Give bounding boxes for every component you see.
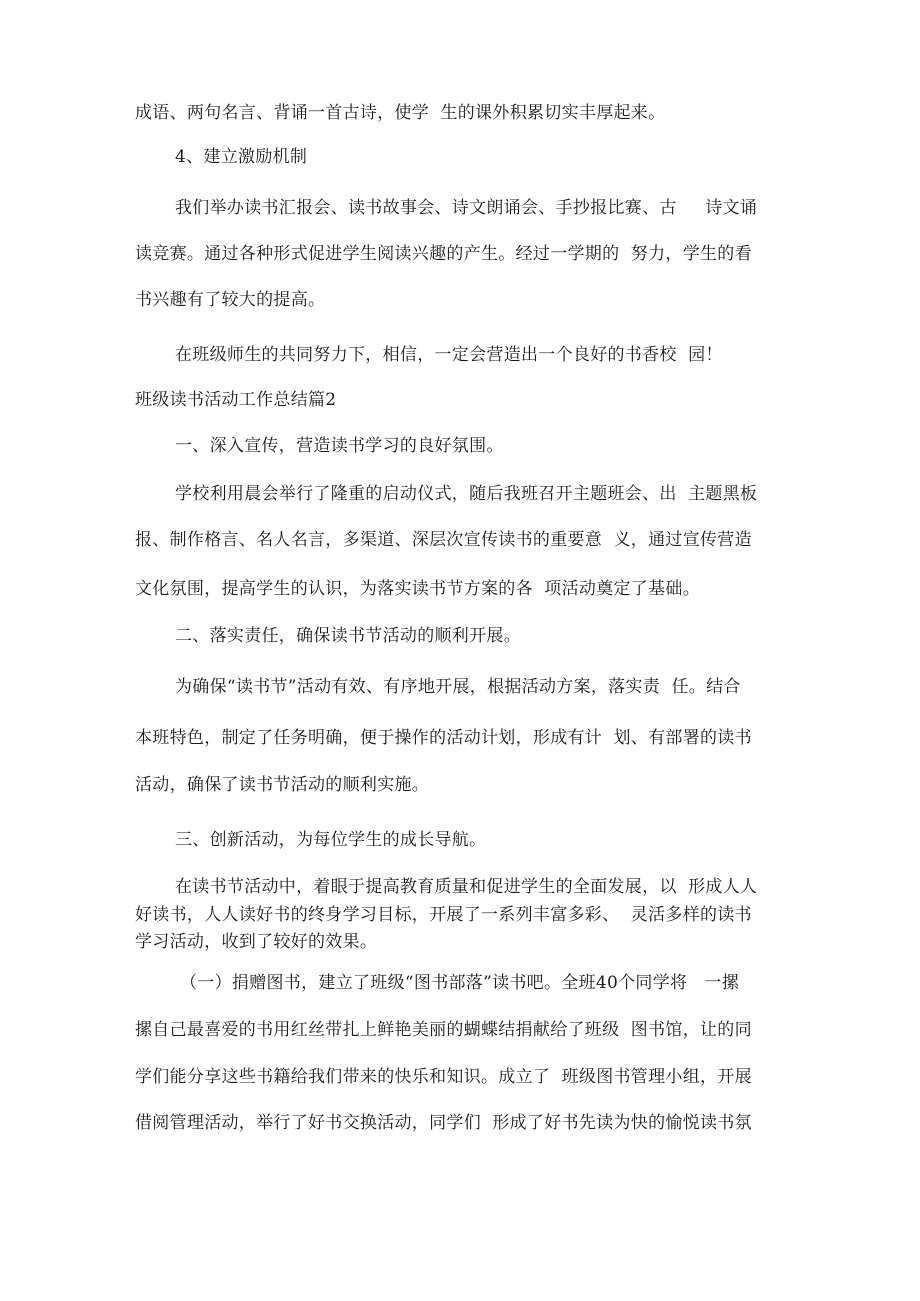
paragraph-line: 成语、两句名言、背诵一首古诗，使学 生的课外积累切实丰厚起来。: [135, 103, 666, 123]
subsection-heading-1: （一）捐赠图书，建立了班级“图书部落”读书吧。全班40个同学将 一摞: [180, 973, 740, 993]
paragraph-line: 好读书，人人读好书的终身学习目标，开展了一系列丰富多彩、 灵活多样的读书: [135, 905, 752, 925]
paragraph-line: 书兴趣有了较大的提高。: [135, 290, 326, 310]
paragraph-line: 本班特色，制定了任务明确，便于操作的活动计划，形成有计 划、有部署的读书: [135, 728, 752, 748]
paragraph-line: 学习活动，收到了较好的效果。: [135, 932, 378, 952]
document-title: 班级读书活动工作总结篇2: [135, 390, 337, 410]
section-heading-4: 4、建立激励机制: [175, 147, 308, 167]
paragraph-line: 在班级师生的共同努力下，相信，一定会营造出一个良好的书香校 园！: [175, 345, 723, 365]
paragraph-line: 摞自己最喜爱的书用红丝带扎上鲜艳美丽的蝴蝶结捐献给了班级 图书馆，让的同: [135, 1020, 752, 1040]
paragraph-line: 学们能分享这些书籍给我们带来的快乐和知识。成立了 班级图书管理小组，开展: [135, 1067, 752, 1087]
paragraph-line: 我们举办读书汇报会、读书故事会、诗文朗诵会、手抄报比赛、古 诗文诵: [175, 198, 758, 218]
paragraph-line: 文化氛围，提高学生的认识，为落实读书节方案的各 项活动奠定了基础。: [135, 579, 701, 599]
paragraph-line: 活动，确保了读书节活动的顺利实施。: [135, 775, 430, 795]
paragraph-line: 在读书节活动中，着眼于提高教育质量和促进学生的全面发展，以 形成人人: [175, 877, 758, 897]
section-heading-3: 三、创新活动，为每位学生的成长导航。: [175, 830, 487, 850]
paragraph-line: 学校利用晨会举行了隆重的启动仪式，随后我班召开主题班会、出 主题黑板: [175, 484, 758, 504]
paragraph-line: 读竞赛。通过各种形式促进学生阅读兴趣的产生。经过一学期的 努力，学生的看: [135, 244, 752, 264]
paragraph-line: 为确保“读书节”活动有效、有序地开展，根据活动方案，落实责 任。结合: [175, 677, 741, 697]
paragraph-line: 报、制作格言、名人名言，多渠道、深层次宣传读书的重要意 义，通过宣传营造: [135, 530, 752, 550]
section-heading-2: 二、落实责任，确保读书节活动的顺利开展。: [175, 626, 521, 646]
section-heading-1: 一、深入宣传，营造读书学习的良好氛围。: [175, 436, 504, 456]
paragraph-line: 借阅管理活动，举行了好书交换活动，同学们 形成了好书先读为快的愉悦读书氛: [135, 1113, 752, 1133]
